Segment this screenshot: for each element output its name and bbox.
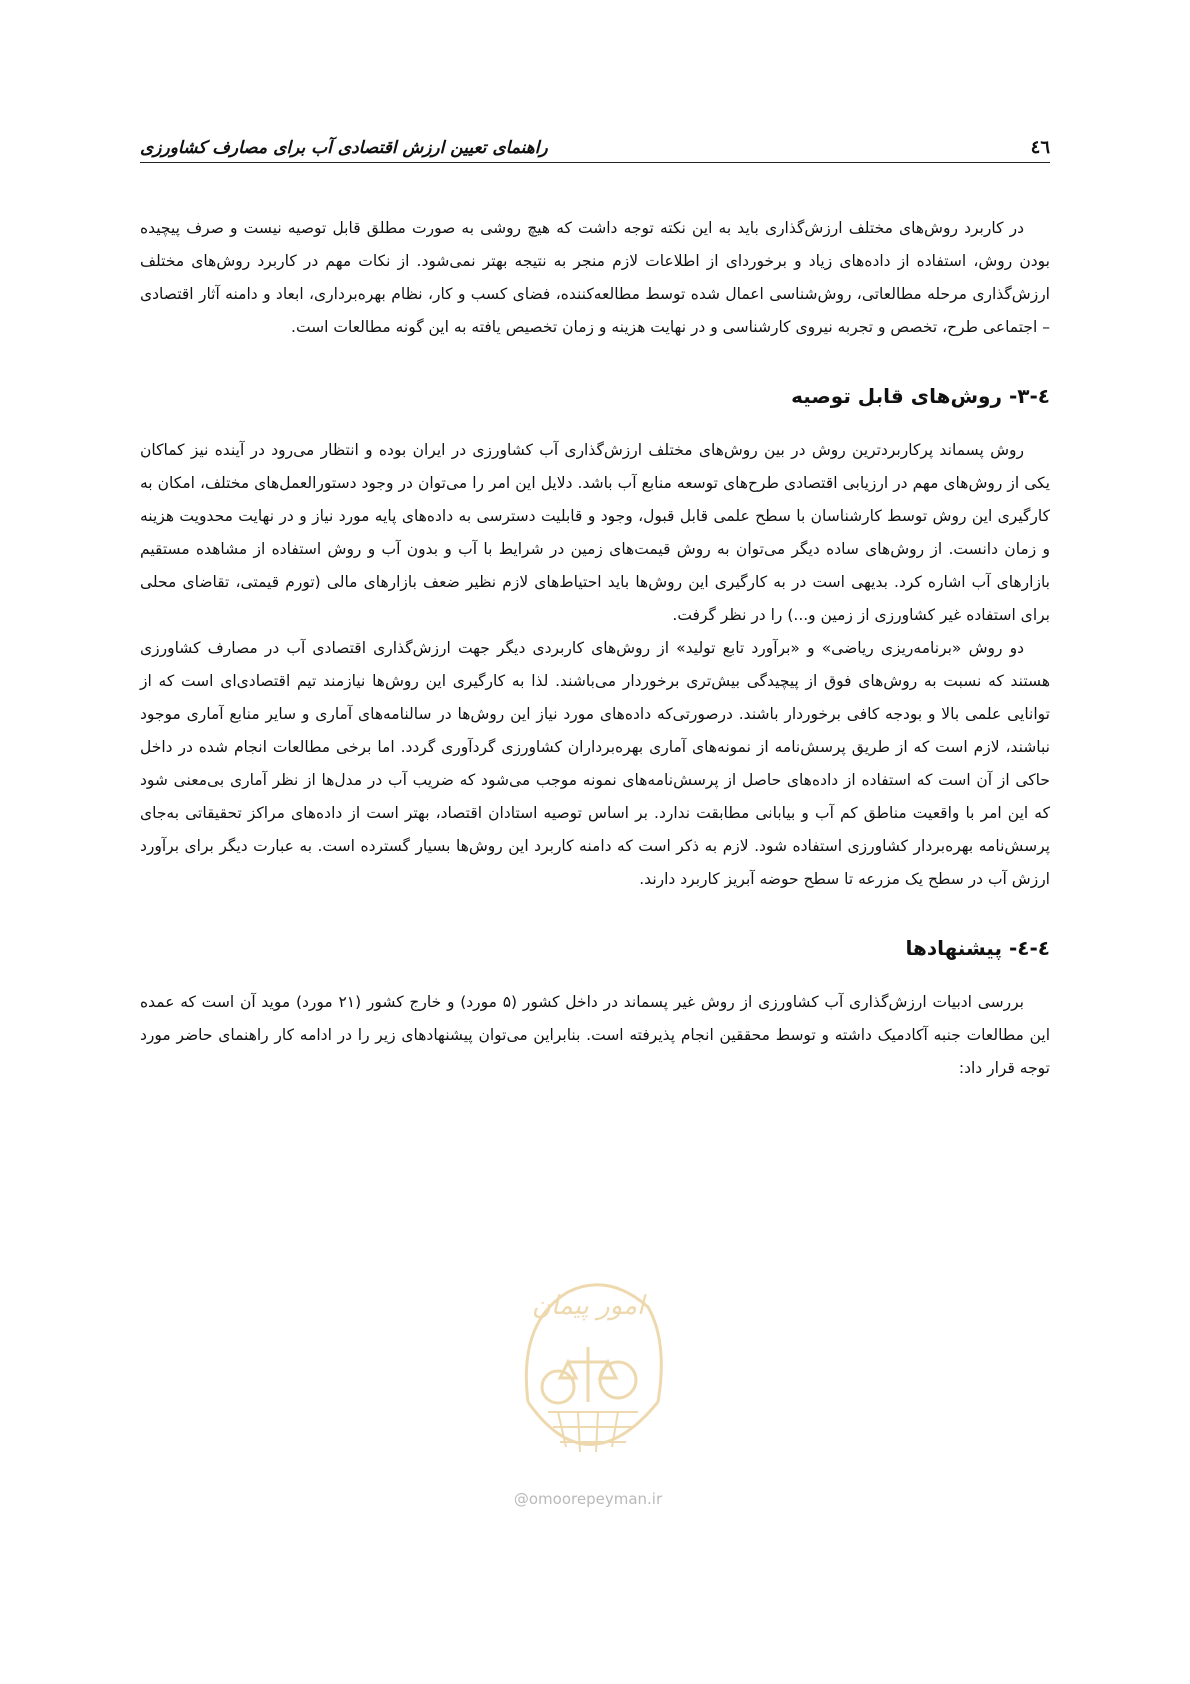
watermark-caption: @omoorepeyman.ir xyxy=(513,1490,663,1508)
section-heading-suggestions: ٤-٤- پیشنهادها xyxy=(905,936,1050,960)
page-number: ٤٦ xyxy=(1030,137,1050,158)
running-header xyxy=(140,118,1050,163)
section-heading-recommended-methods: ٤-٣- روش‌های قابل توصیه xyxy=(791,384,1050,408)
watermark-logo-icon xyxy=(498,1252,678,1482)
svg-text:امور پیمان: امور پیمان xyxy=(531,1291,645,1321)
watermark xyxy=(488,1252,688,1552)
paragraph-residual-method: روش پسماند پرکاربردترین روش در بین روش‌های مختلف ارزش‌گذاری آب کشاورزی در ایران بوده و انتظار می‌رود در آینده نیز کماکان یکی از روش‌های مهم در ارزیابی اقتصادی طرح‌های توسعه منابع آب باشد. دلایل این امر را می‌توان در وجود دستورالعمل‌های مختلف، امکان به کارگیری این روش توسط کارشناسان با سطح علمی قابل قبول، وجود و قابلیت دسترسی به داده‌های پایه مورد نیاز و در نهایت محدویت هزینه و زمان دانست. از روش‌های ساده دیگر می‌توان به روش قیمت‌های زمین در شرایط با آب و بدون آب و روش استفاده از مشاهده مستقیم بازارهای آب اشاره کرد. بدیهی است در به کارگیری این روش‌ها باید احتیاط‌های لازم نظیر ضعف بازارهای مالی (تورم قیمتی، تقاضای محلی برای استفاده غیر کشاورزی از زمین و...) را در نظر گرفت. xyxy=(140,441,1050,624)
paragraph-intro: در کاربرد روش‌های مختلف ارزش‌گذاری باید به این نکته توجه داشت که هیچ روشی به صورت مطلق قابل توصیه نیست و صرف پیچیده بودن روش، استفاده از داده‌های زیاد و برخوردای از اطلاعات لازم منجر به نتیجه بهتر نمی‌شود. از نکات مهم در کاربرد روش‌های مختلف ارزش‌گذاری مرحله مطالعاتی، روش‌شناسی اعمال شده توسط مطالعه‌کننده، فضای کسب و کار، نظام بهره‌برداری، ابعاد و دامنه آثار اقتصادی – اجتماعی طرح، تخصص و تجربه نیروی کارشناسی و در نهایت هزینه و زمان تخصیص یافته به این گونه مطالعات است. xyxy=(140,219,1050,336)
paragraph-suggestions: بررسی ادبیات ارزش‌گذاری آب کشاورزی از روش غیر پسماند در داخل کشور (۵ مورد) و خارج کشور (۲۱ مورد) موید آن است که عمده این مطالعات جنبه آکادمیک داشته و توسط محققین انجام پذیرفته است. بنابراین می‌توان پیشنهادهای زیر را در ادامه کار راهنمای حاضر مورد توجه قرار داد: xyxy=(140,993,1050,1077)
body-content xyxy=(140,212,1050,1085)
header-title: راهنمای تعیین ارزش اقتصادی آب برای مصارف کشاورزی xyxy=(140,138,548,158)
paragraph-math-programming: دو روش «برنامه‌ریزی ریاضی» و «برآورد تابع تولید» از روش‌های کاربردی دیگر جهت ارزش‌گذاری اقتصادی آب در مصارف کشاورزی هستند که نسبت به روش‌های فوق از پیچیدگی بیش‌تری برخوردار می‌باشند. لذا به کارگیری این روش‌ها نیازمند تیم اقتصادی‌ای است که از توانایی علمی بالا و بودجه کافی برخوردار باشند. درصورتی‌که داده‌های مورد نیاز این روش‌ها در سالنامه‌های آماری و سایر منابع آماری موجود نباشند، لازم است که از طریق پرسش‌نامه از نمونه‌های آماری بهره‌برداران کشاورزی گردآوری گردد. اما برخی مطالعات انجام شده در داخل حاکی از آن است که استفاده از داده‌های حاصل از پرسش‌نامه‌های نمونه موجب می‌شود که ضریب آب در مدل‌ها از نظر آماری بی‌معنی شود که این امر با واقعیت مناطق کم آب و بیابانی مطابقت ندارد. بر اساس توصیه استادان اقتصاد، بهتر است از داده‌های مراکز تحقیقاتی به‌جای پرسش‌نامه بهره‌بردار کشاورزی استفاده شود. لازم به ذکر است که دامنه کاربرد این روش‌ها بسیار گسترده است. به عبارت دیگر برای برآورد ارزش آب در سطح یک مزرعه تا سطح حوضه آبریز کاربرد دارند. xyxy=(140,639,1050,888)
